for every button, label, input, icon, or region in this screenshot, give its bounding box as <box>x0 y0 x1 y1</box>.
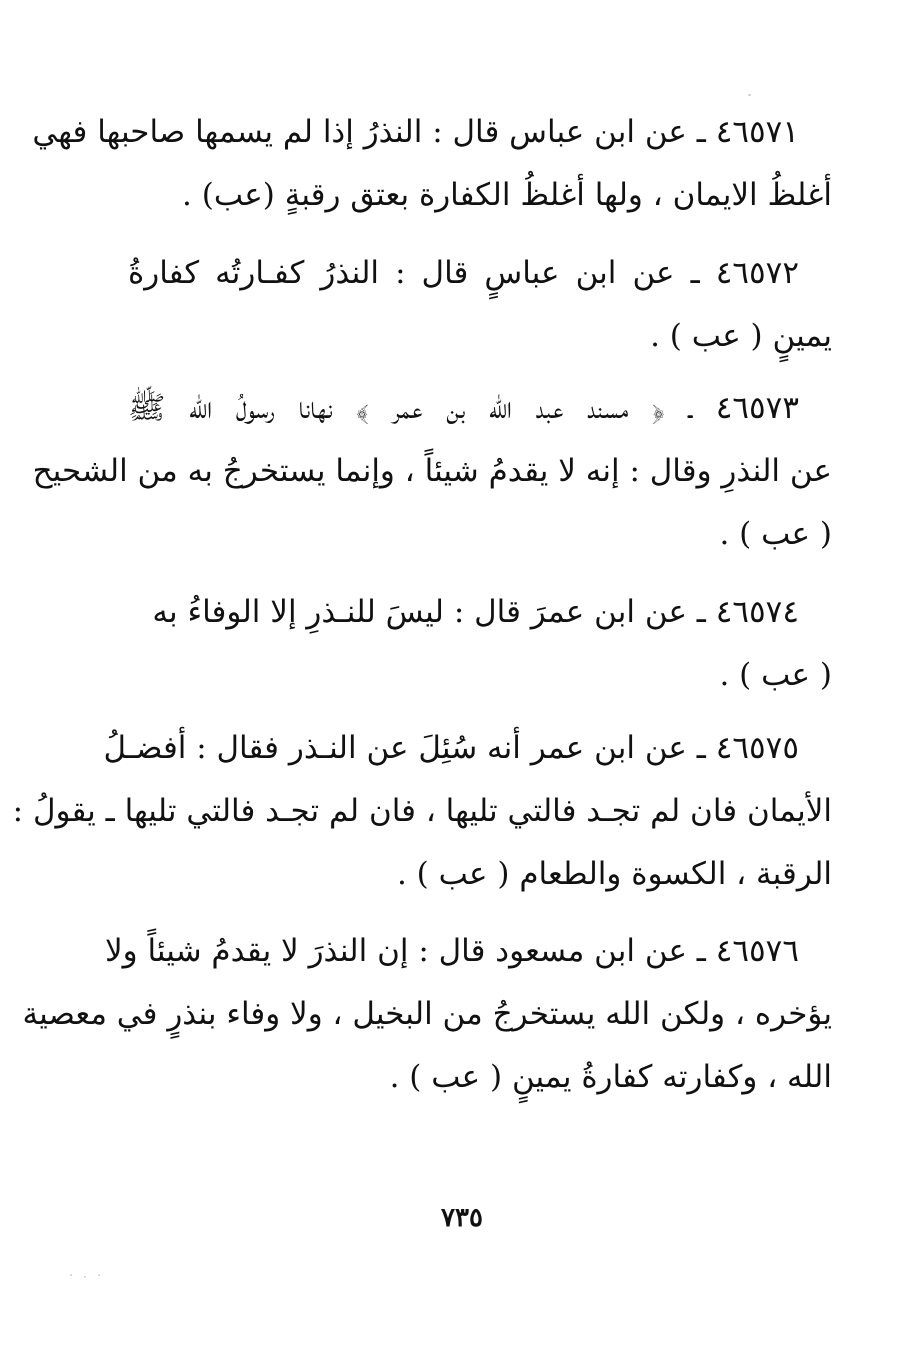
scan-speck <box>748 94 751 96</box>
entry-46572-line-2: يمينٍ ( عب ) . <box>650 318 832 354</box>
entry-46576-line-2: يؤخره ، ولكن الله يستخرجُ من البخيل ، ولا وفاء بنذرٍ في معصية <box>22 996 832 1032</box>
entry-46571-line-1: ٤٦٥٧١ ـ عن ابن عباس قال : النذرُ إذا لم يسمها صاحبها فهي <box>32 114 799 150</box>
scan-speck <box>84 1276 86 1278</box>
scan-speck <box>70 1274 72 1276</box>
entry-46575-line-3: الرقبة ، الكسوة والطعام ( عب ) . <box>396 856 832 892</box>
entry-46575-line-1: ٤٦٥٧٥ ـ عن ابن عمر أنه سُئِلَ عن النـذر فقال : أفضـلُ <box>103 730 799 766</box>
scan-speck <box>98 1274 100 1276</box>
entry-46573-line-1: ٤٦٥٧٣ ـ ﴿ مسند عبد الله بن عمر ﴾ نهانا رسولُ الله ﷺ <box>128 390 799 426</box>
entry-46574-line-2: ( عب ) . <box>719 657 832 693</box>
entry-46572-line-1: ٤٦٥٧٢ ـ عن ابن عباسٍ قال : النذرُ كفـارتُه كفارةُ <box>128 255 799 291</box>
page-number: ٧٣٥ <box>441 1203 483 1233</box>
entry-46573-line-3: ( عب ) . <box>719 516 832 552</box>
entry-46574-line-1: ٤٦٥٧٤ ـ عن ابن عمرَ قال : ليسَ للنـذرِ إلا الوفاءُ به <box>152 594 799 630</box>
entry-46575-line-2: الأيمان فان لم تجـد فالتي تليها ، فان لم تجـد فالتي تليها ـ يقولُ : <box>12 793 832 829</box>
entry-46576-line-3: الله ، وكفارته كفارةُ يمينٍ ( عب ) . <box>389 1059 832 1095</box>
entry-46576-line-1: ٤٦٥٧٦ ـ عن ابن مسعود قال : إن النذرَ لا يقدمُ شيئاً ولا <box>104 933 799 969</box>
entry-46571-line-2: أغلظُ الايمان ، ولها أغلظُ الكفارة بعتق رقبةٍ (عب) . <box>182 177 832 213</box>
entry-46573-line-2: عن النذرِ وقال : إنه لا يقدمُ شيئاً ، وإنما يستخرجُ به من الشحيح <box>32 453 832 489</box>
